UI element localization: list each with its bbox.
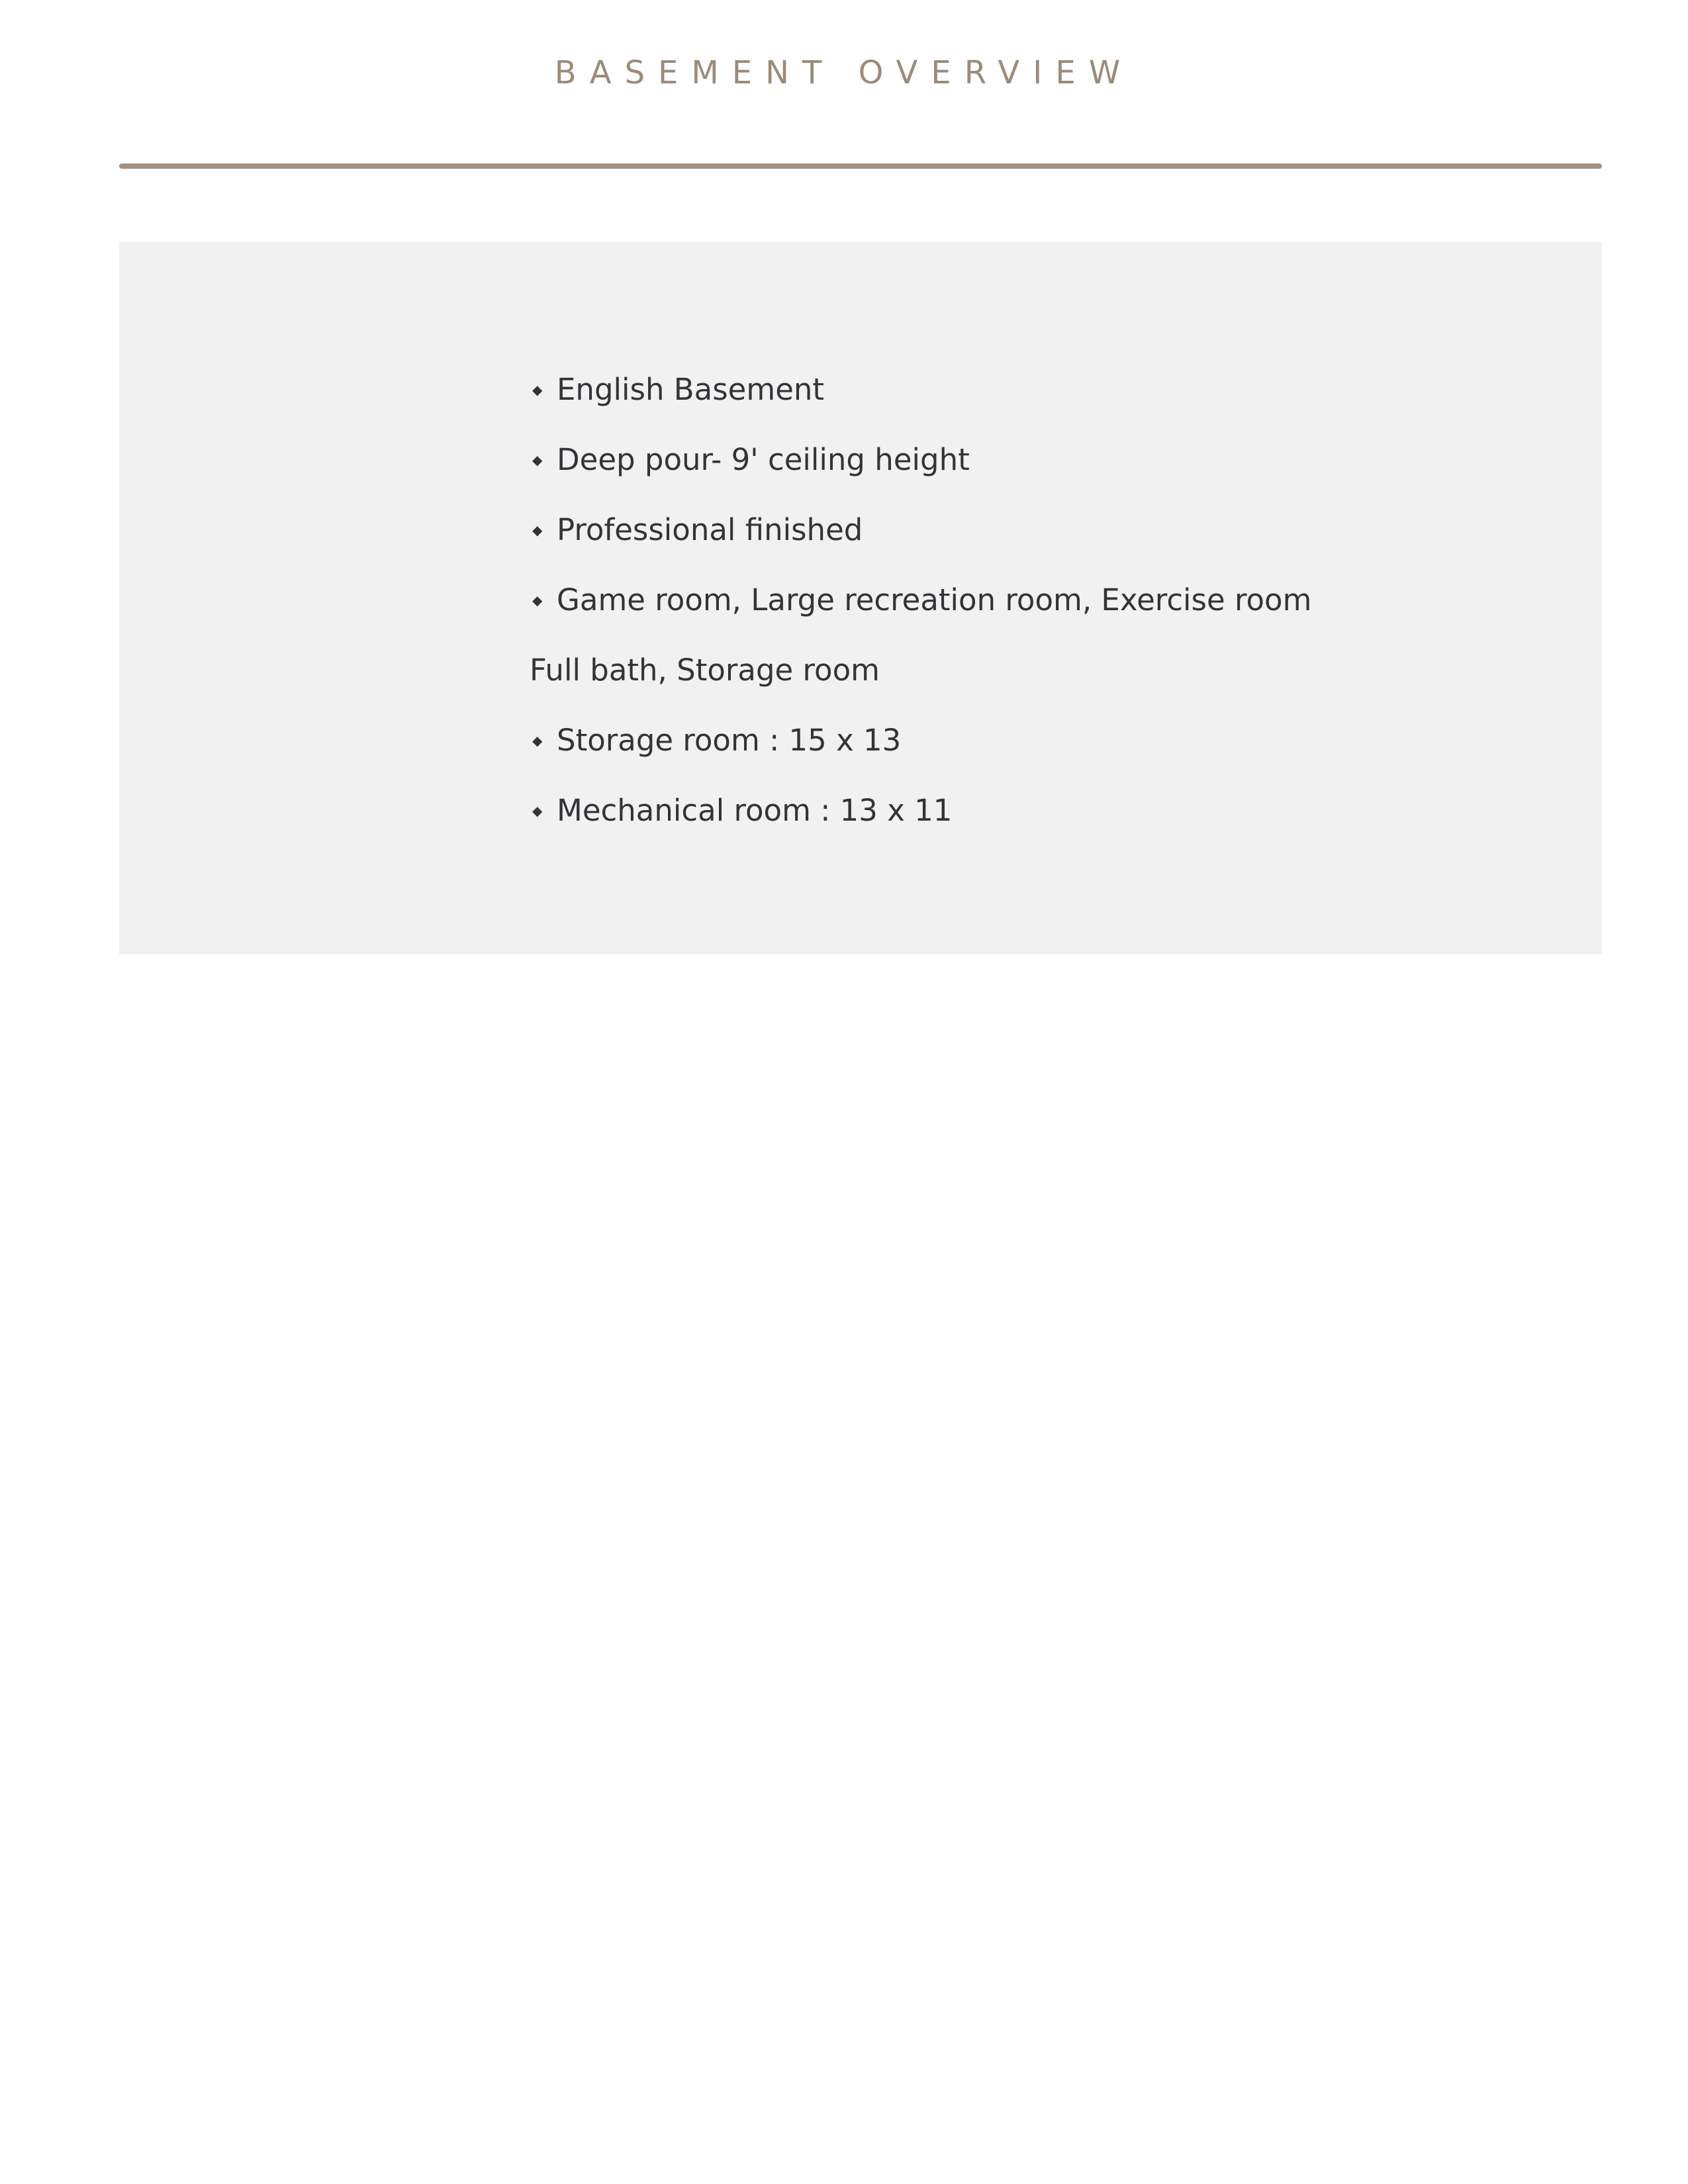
list-item-text: Deep pour- 9' ceiling height bbox=[557, 442, 970, 477]
list-item bbox=[530, 495, 1523, 565]
list-item-text: Game room, Large recreation room, Exercise room bbox=[557, 582, 1312, 617]
list-item bbox=[530, 776, 1523, 846]
list-item bbox=[530, 565, 1523, 635]
list-item-text: Professional finished bbox=[557, 512, 863, 547]
diamond-bullet-icon: ◆ bbox=[532, 803, 543, 819]
list-item bbox=[530, 425, 1523, 495]
list-item-text: Mechanical room : 13 x 11 bbox=[557, 793, 953, 828]
diamond-bullet-icon: ◆ bbox=[532, 592, 543, 608]
title-divider bbox=[119, 163, 1602, 169]
features-list bbox=[530, 355, 1523, 846]
diamond-bullet-icon: ◆ bbox=[532, 522, 543, 538]
list-item-text: Storage room : 15 x 13 bbox=[557, 723, 902, 758]
list-item-text: Full bath, Storage room bbox=[530, 653, 880, 688]
page-title: BASEMENT OVERVIEW bbox=[554, 54, 1134, 91]
diamond-bullet-icon: ◆ bbox=[532, 733, 543, 749]
diamond-bullet-icon: ◆ bbox=[532, 452, 543, 468]
list-item bbox=[530, 355, 1523, 425]
diamond-bullet-icon: ◆ bbox=[532, 382, 543, 398]
list-item bbox=[530, 705, 1523, 776]
list-item-continuation bbox=[530, 635, 1523, 705]
list-item-text: English Basement bbox=[557, 372, 825, 407]
overview-panel bbox=[119, 242, 1602, 954]
